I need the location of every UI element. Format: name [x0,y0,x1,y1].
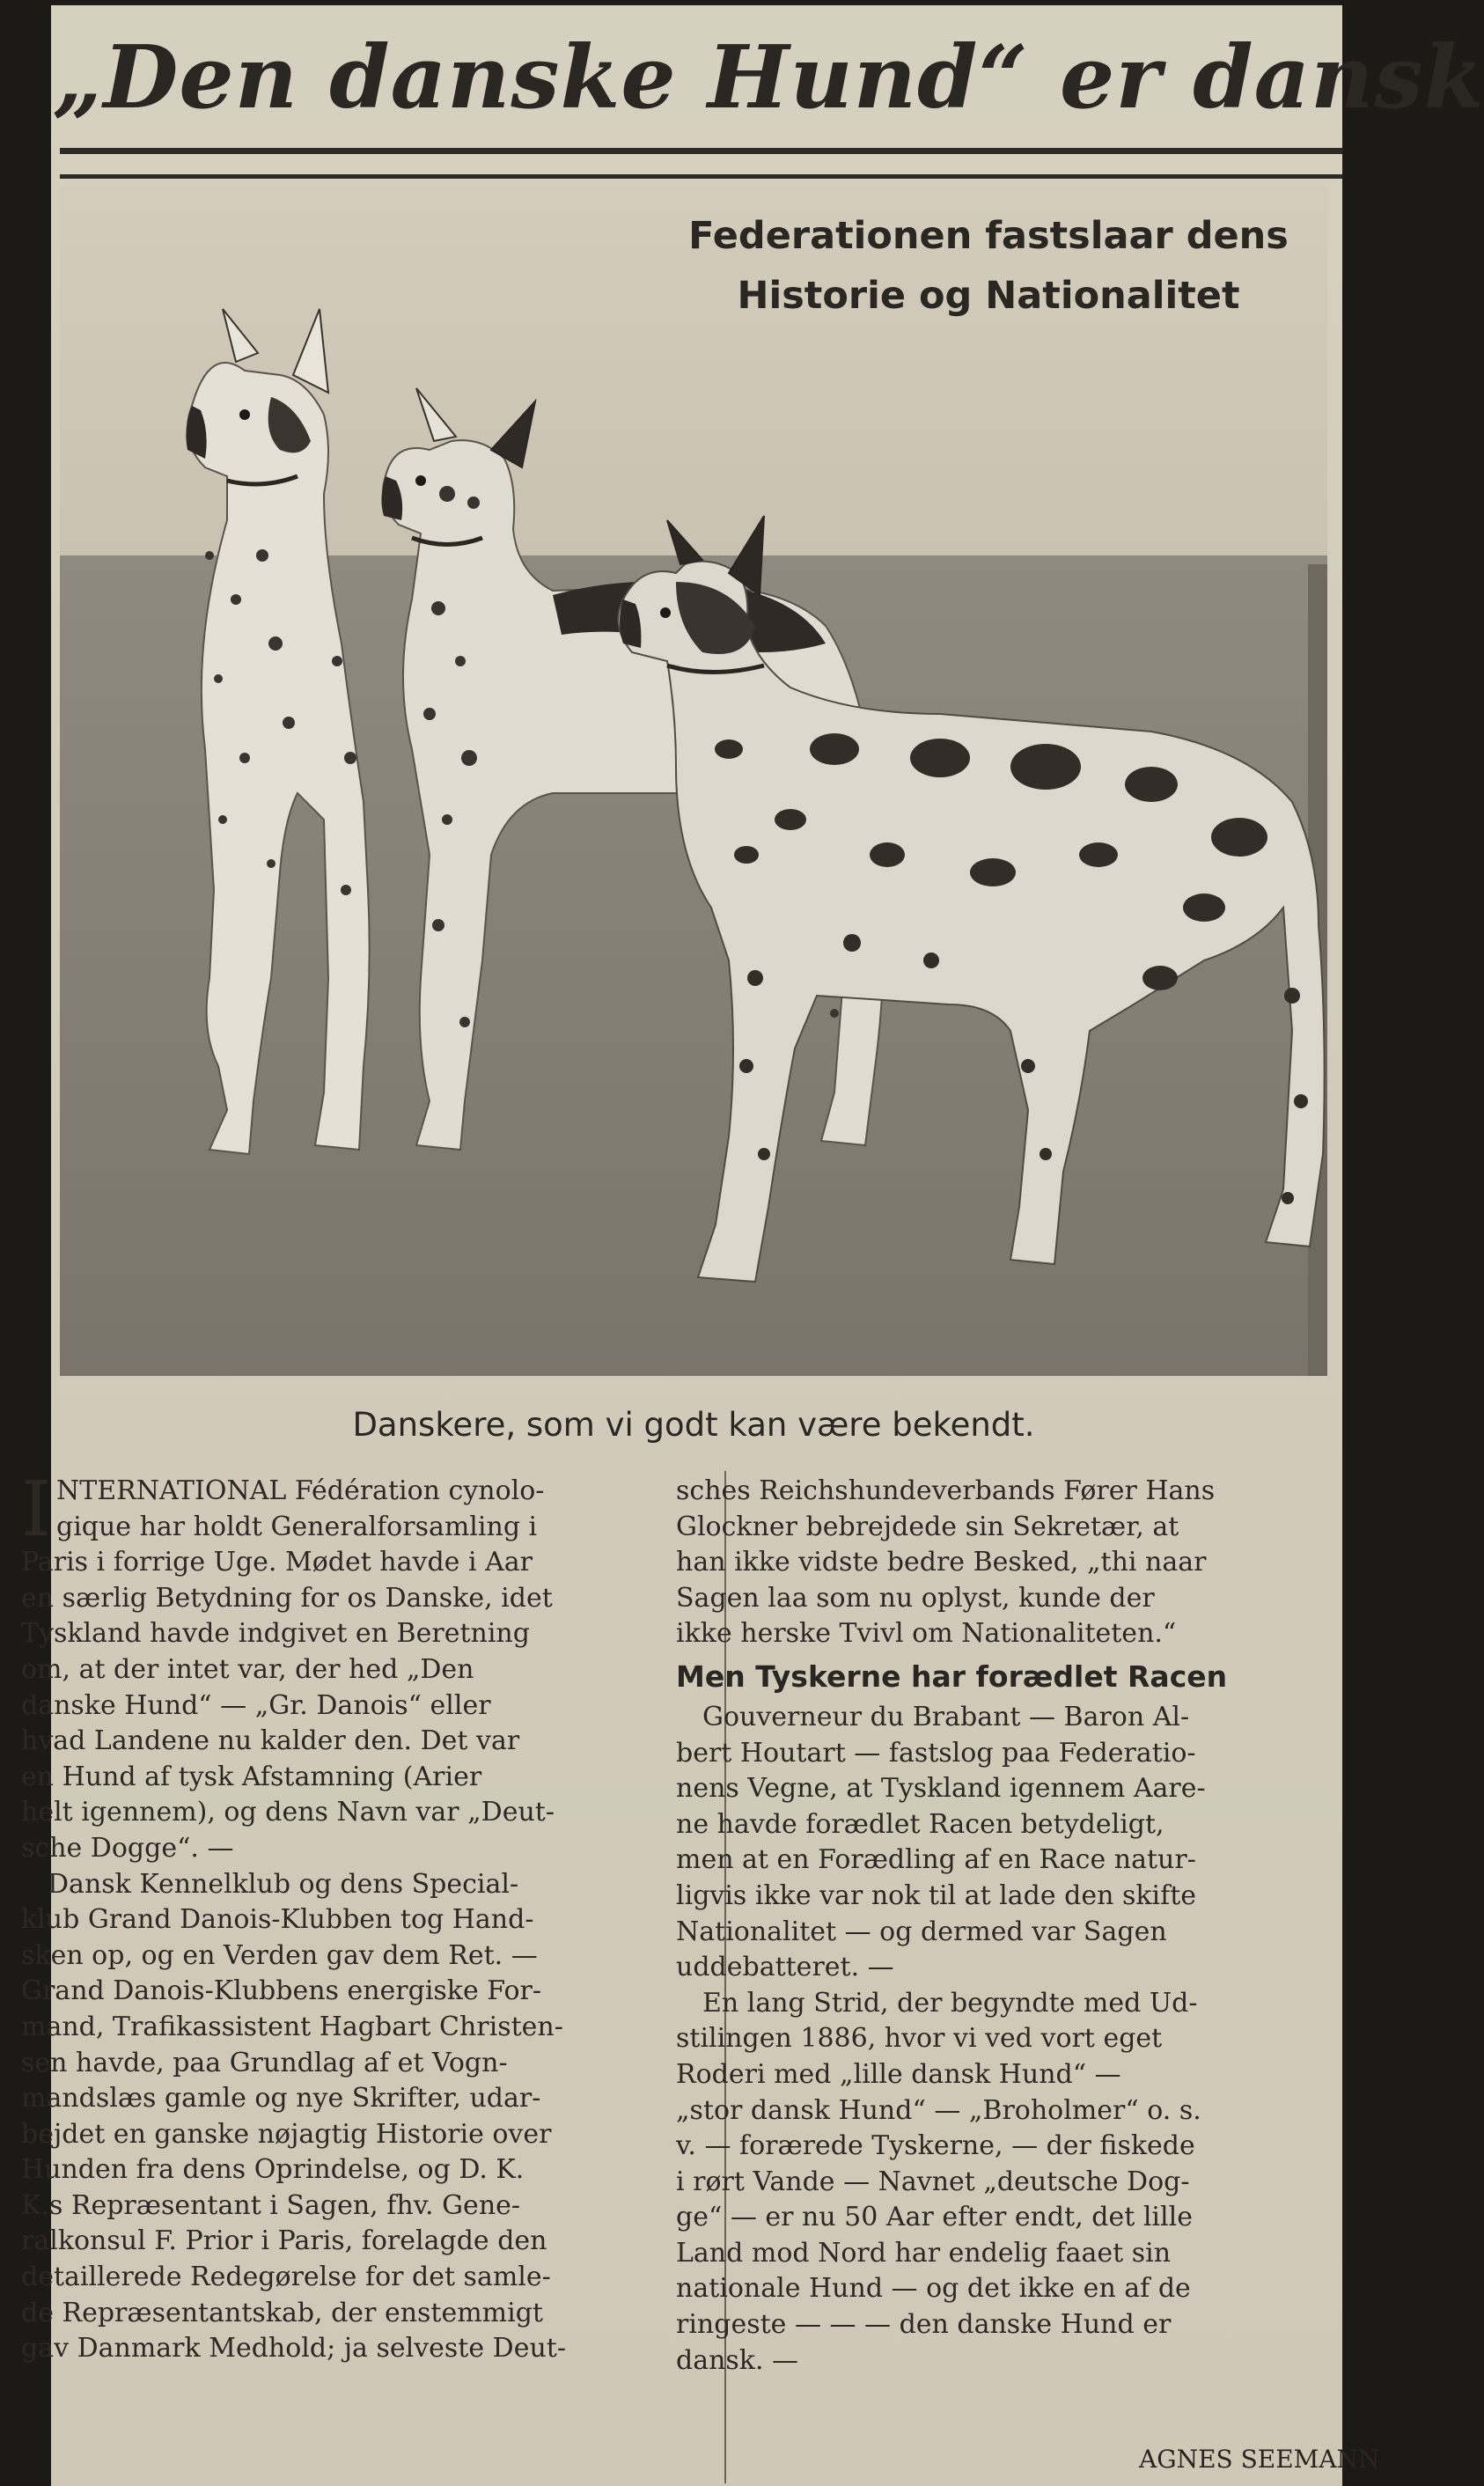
article-line-text: Hunden fra dens Oprindelse, og D. K. [21,2154,525,2186]
article-line [21,2296,709,2332]
article-line-text: bejdet en ganske nøjagtig Historie over [21,2118,552,2150]
article-line-text: Gouverneur du Brabant — Baron Al- [702,1701,1190,1732]
article-line-text: nens Vegne, at Tyskland igennem Aare- [676,1773,1206,1805]
article-line [676,2200,1348,2236]
article-line-text: ikke herske Tvivl om Nationaliteten.“ [676,1618,1177,1650]
article-line [676,2021,1348,2057]
article-line-text: om, at der intet var, der hed „Den [21,1653,474,1685]
article-line-text: de Repræsentantskab, der enstemmigt [21,2297,543,2328]
article-line [21,2224,709,2260]
article-line [676,2165,1348,2201]
article-line [676,1771,1348,1807]
article-line [676,1736,1348,1772]
article-line [21,2331,709,2367]
article-line-text: mand, Trafikassistent Hagbart Christen- [21,2011,563,2042]
article-line-text: sches Reichshundeverbands Fører Hans [676,1475,1216,1506]
article-line [21,1867,709,1903]
article-line-text: „stor dansk Hund“ — „Broholmer“ o. s. [676,2094,1201,2126]
photo-three-great-danes [60,186,1327,1376]
article-line-text: Roderi med „lille dansk Hund“ — [676,2058,1121,2090]
article-line [676,1950,1348,1986]
article-line-text: ligvis ikke var nok til at lade den skifte [676,1879,1197,1911]
article-line-text: En lang Strid, der begyndte med Ud- [702,1987,1198,2019]
article-line [21,2046,709,2082]
article-line-text: han ikke vidste bedre Besked, „thi naar [676,1547,1207,1578]
article-line [21,2260,709,2296]
article-line-text: mandslæs gamle og nye Skrifter, udar- [21,2083,541,2115]
article-line-text: v. — forærede Tyskerne, — der fiskede [676,2130,1195,2162]
article-line [676,1915,1348,1951]
article-line-text: dansk. — [676,2344,799,2376]
article-line [21,1724,709,1760]
article-line-text: klub Grand Danois-Klubben tog Hand- [21,1904,534,1936]
article-line [21,2010,709,2046]
article-line-text: sen havde, paa Grundlag af et Vogn- [21,2047,508,2078]
article-line [676,2271,1348,2307]
article-line [21,2188,709,2225]
article-line [21,1616,709,1652]
article-line-text: sken op, og en Verden gav dem Ret. — [21,1939,538,1971]
subheadline-line-1: Federationen fastslaar dens [688,214,1289,258]
author-byline: AGNES SEEMANN [1139,2445,1380,2474]
article-line [21,1581,709,1617]
article-line-text: Sagen laa som nu oplyst, kunde der [676,1582,1155,1614]
article-line-text: ralkonsul F. Prior i Paris, forelagde den [21,2225,547,2257]
newspaper-clipping [21,5,1484,2486]
article-line-text: ge“ — er nu 50 Aar efter endt, det lille [676,2202,1193,2233]
article-line-text: en særlig Betydning for os Danske, idet [21,1582,553,1614]
article-line [21,1974,709,2010]
article-line-text: K.s Repræsentant i Sagen, fhv. Gene- [21,2189,521,2221]
article-line [21,1688,709,1725]
article-line [21,2081,709,2117]
article-line [676,1986,1348,2022]
article-line [21,1760,709,1796]
article-line [21,1545,709,1581]
article-line-text: Paris i forrige Uge. Mødet havde i Aar [21,1547,533,1578]
article-line [21,2117,709,2153]
article-line-text: Tyskland havde indgivet en Beretning [21,1618,530,1650]
article-line-text: ringeste — — — den danske Hund er [676,2309,1172,2341]
article-line-text: Dansk Kennelklub og dens Special- [48,1868,519,1900]
article-line [21,1831,709,1867]
subheadline [623,206,1354,326]
article-line-text: Glockner bebrejdede sin Sekretær, at [676,1511,1179,1542]
article-line [21,1902,709,1938]
article-line-text: detaillerede Redegørelse for det samle- [21,2262,551,2293]
article-line [676,1510,1348,1546]
article-line [676,1807,1348,1843]
article-line [676,2057,1348,2093]
article-line [676,1616,1348,1652]
article-line [676,2307,1348,2343]
great-danes-illustration [60,186,1327,1376]
article-line-text: men at en Forædling af en Race natur- [676,1844,1196,1876]
subheadline-line-2: Historie og Nationalitet [737,274,1240,318]
article-line-text: hvad Landene nu kalder den. Det var [21,1725,520,1757]
article-line-text: en Hund af tysk Afstamning (Arier [21,1761,482,1792]
article-line [21,2152,709,2188]
article-line [676,2093,1348,2129]
article-line-text: NTERNATIONAL Fédération cynolo- [55,1475,545,1506]
article-line [676,1700,1348,1736]
headline: „Den danske Hund“ er dansk [53,27,1484,129]
headline-rule-bottom [60,174,1342,179]
article-line-text: nationale Hund — og det ikke en af de [676,2273,1191,2305]
article-line-text: Grand Danois-Klubbens energiske For- [21,1975,541,2007]
article-line-text: i rørt Vande — Navnet „deutsche Dog- [676,2166,1190,2197]
article-line-text: gique har holdt Generalforsamling i [55,1511,538,1542]
article-line [21,1652,709,1688]
article-line [676,2129,1348,2165]
article-line [676,2343,1348,2379]
article-line [21,1938,709,1975]
article-line-text: uddebatteret. — [676,1952,894,1983]
article-line [676,1879,1348,1915]
article-line-text: danske Hund“ — „Gr. Danois“ eller [21,1689,491,1721]
article-line-text: stilingen 1886, hvor vi ved vort eget [676,2023,1163,2055]
article-line [676,2236,1348,2272]
article-line [21,1510,709,1546]
article-line-text: helt igennem), og dens Navn var „Deut- [21,1797,555,1828]
article-line-text: gav Danmark Medhold; ja selveste Deut- [21,2333,566,2365]
article-line [676,1545,1348,1581]
headline-rule-top [60,148,1342,154]
article-line [676,1474,1348,1510]
photo-caption: Danskere, som vi godt kan være bekendt. [352,1406,1035,1444]
article-line-text: Nationalitet — og dermed var Sagen [676,1916,1167,1947]
article-right-column [676,1474,1348,2379]
drop-cap: I [21,1466,51,1554]
article-line [21,1795,709,1831]
article-line-text: ne havde forædlet Racen betydeligt, [676,1808,1164,1840]
article-line-text: Land mod Nord har endelig faaet sin [676,2237,1172,2269]
cross-head: Men Tyskerne har forædlet Racen [676,1659,1228,1694]
article-line [676,1842,1348,1879]
article-line-text: sche Dogge“. — [21,1832,234,1864]
article-left-column [21,1466,709,2367]
article-line-text: bert Houtart — fastslog paa Federatio- [676,1737,1196,1769]
article-line [676,1581,1348,1617]
